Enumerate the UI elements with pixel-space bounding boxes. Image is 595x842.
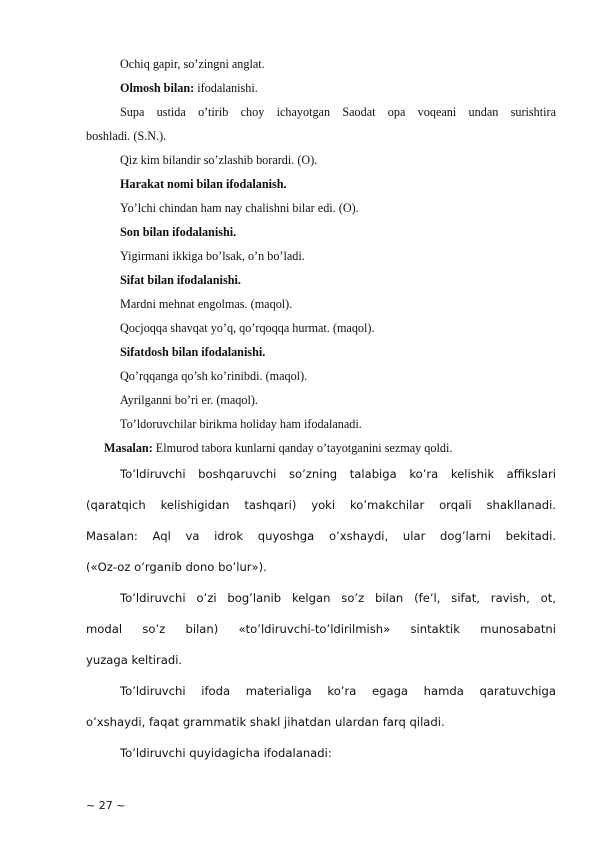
paragraph-line: modal so’z bilan) «to’ldiruvchi-to’ldirilmish» sintaktik munosabatni (86, 622, 556, 636)
paragraph-line: To’ldiruvchi o’zi bog’lanib kelgan so’z bilan (fe’l, sifat, ravish, ot, (120, 591, 556, 605)
example-sentence: Ayrilganni bo’ri er. (maqol). (120, 393, 258, 407)
section-heading: Olmosh bilan: (120, 81, 195, 95)
section-heading: Sifat bilan ifodalanishi. (120, 273, 241, 287)
example-sentence: Yo’lchi chindan ham nay chalishni bilar edi. (O). (120, 201, 359, 215)
paragraph-line: (qaratqich kelishigidan tashqari) yoki ko’makchilar orqali shakllanadi. (86, 498, 556, 512)
paragraph-line: («Oz-oz o’rganib dono bo’lur»). (86, 560, 267, 574)
example-sentence: Mardni mehnat engolmas. (maqol). (120, 297, 293, 311)
paragraph-line: To’ldiruvchi ifoda materialiga ko’ra egaga hamda qaratuvchiga (120, 684, 556, 698)
paragraph-line: Masalan: Aql va idrok quyoshga o’xshaydi, ular dog’larni bekitadi. (86, 529, 556, 543)
paragraph-line: To’ldiruvchi boshqaruvchi so’zning talabiga ko’ra kelishik affikslari (120, 467, 556, 481)
section-heading: Sifatdosh bilan ifodalanishi. (120, 345, 266, 359)
example-text: Elmurod tabora kunlarni qanday o’tayotganini sezmay qoldi. (152, 441, 453, 455)
example-sentence-cont: boshladi. (S.N.). (86, 129, 167, 143)
example-label: Masalan: (104, 441, 153, 455)
section-heading-rest: ifodalanishi. (194, 81, 258, 95)
page-number: ~ 27 ~ (86, 799, 126, 812)
example-sentence: Qiz kim bilandir so’zlashib borardi. (O). (120, 153, 318, 167)
example-sentence: Qocjoqqa shavqat yo’q, qo’rqoqqa hurmat. (maqol). (120, 321, 375, 335)
section-line (120, 80, 258, 96)
example-sentence: Qo’rqqanga qo’sh ko’rinibdi. (maqol). (120, 369, 308, 383)
section-heading: Son bilan ifodalanishi. (120, 225, 237, 239)
example-sentence: Yigirmani ikkiga bo’lsak, o’n bo’ladi. (120, 249, 305, 263)
paragraph-line: yuzaga keltiradi. (86, 653, 183, 667)
example-sentence: Ochiq gapir, so’zingni anglat. (120, 57, 265, 71)
section-heading: Harakat nomi bilan ifodalanish. (120, 177, 287, 191)
example-sentence: Supa ustida o’tirib choy ichayotgan Saodat opa voqeani undan surishtira (120, 105, 556, 119)
paragraph-line: o’xshaydi, faqat grammatik shakl jihatdan ulardan farq qiladi. (86, 715, 445, 729)
paragraph-line: To’ldiruvchi quyidagicha ifodalanadi: (120, 746, 332, 760)
example-line (104, 440, 452, 456)
example-sentence: To’ldoruvchilar birikma holiday ham ifodalanadi. (120, 417, 362, 431)
